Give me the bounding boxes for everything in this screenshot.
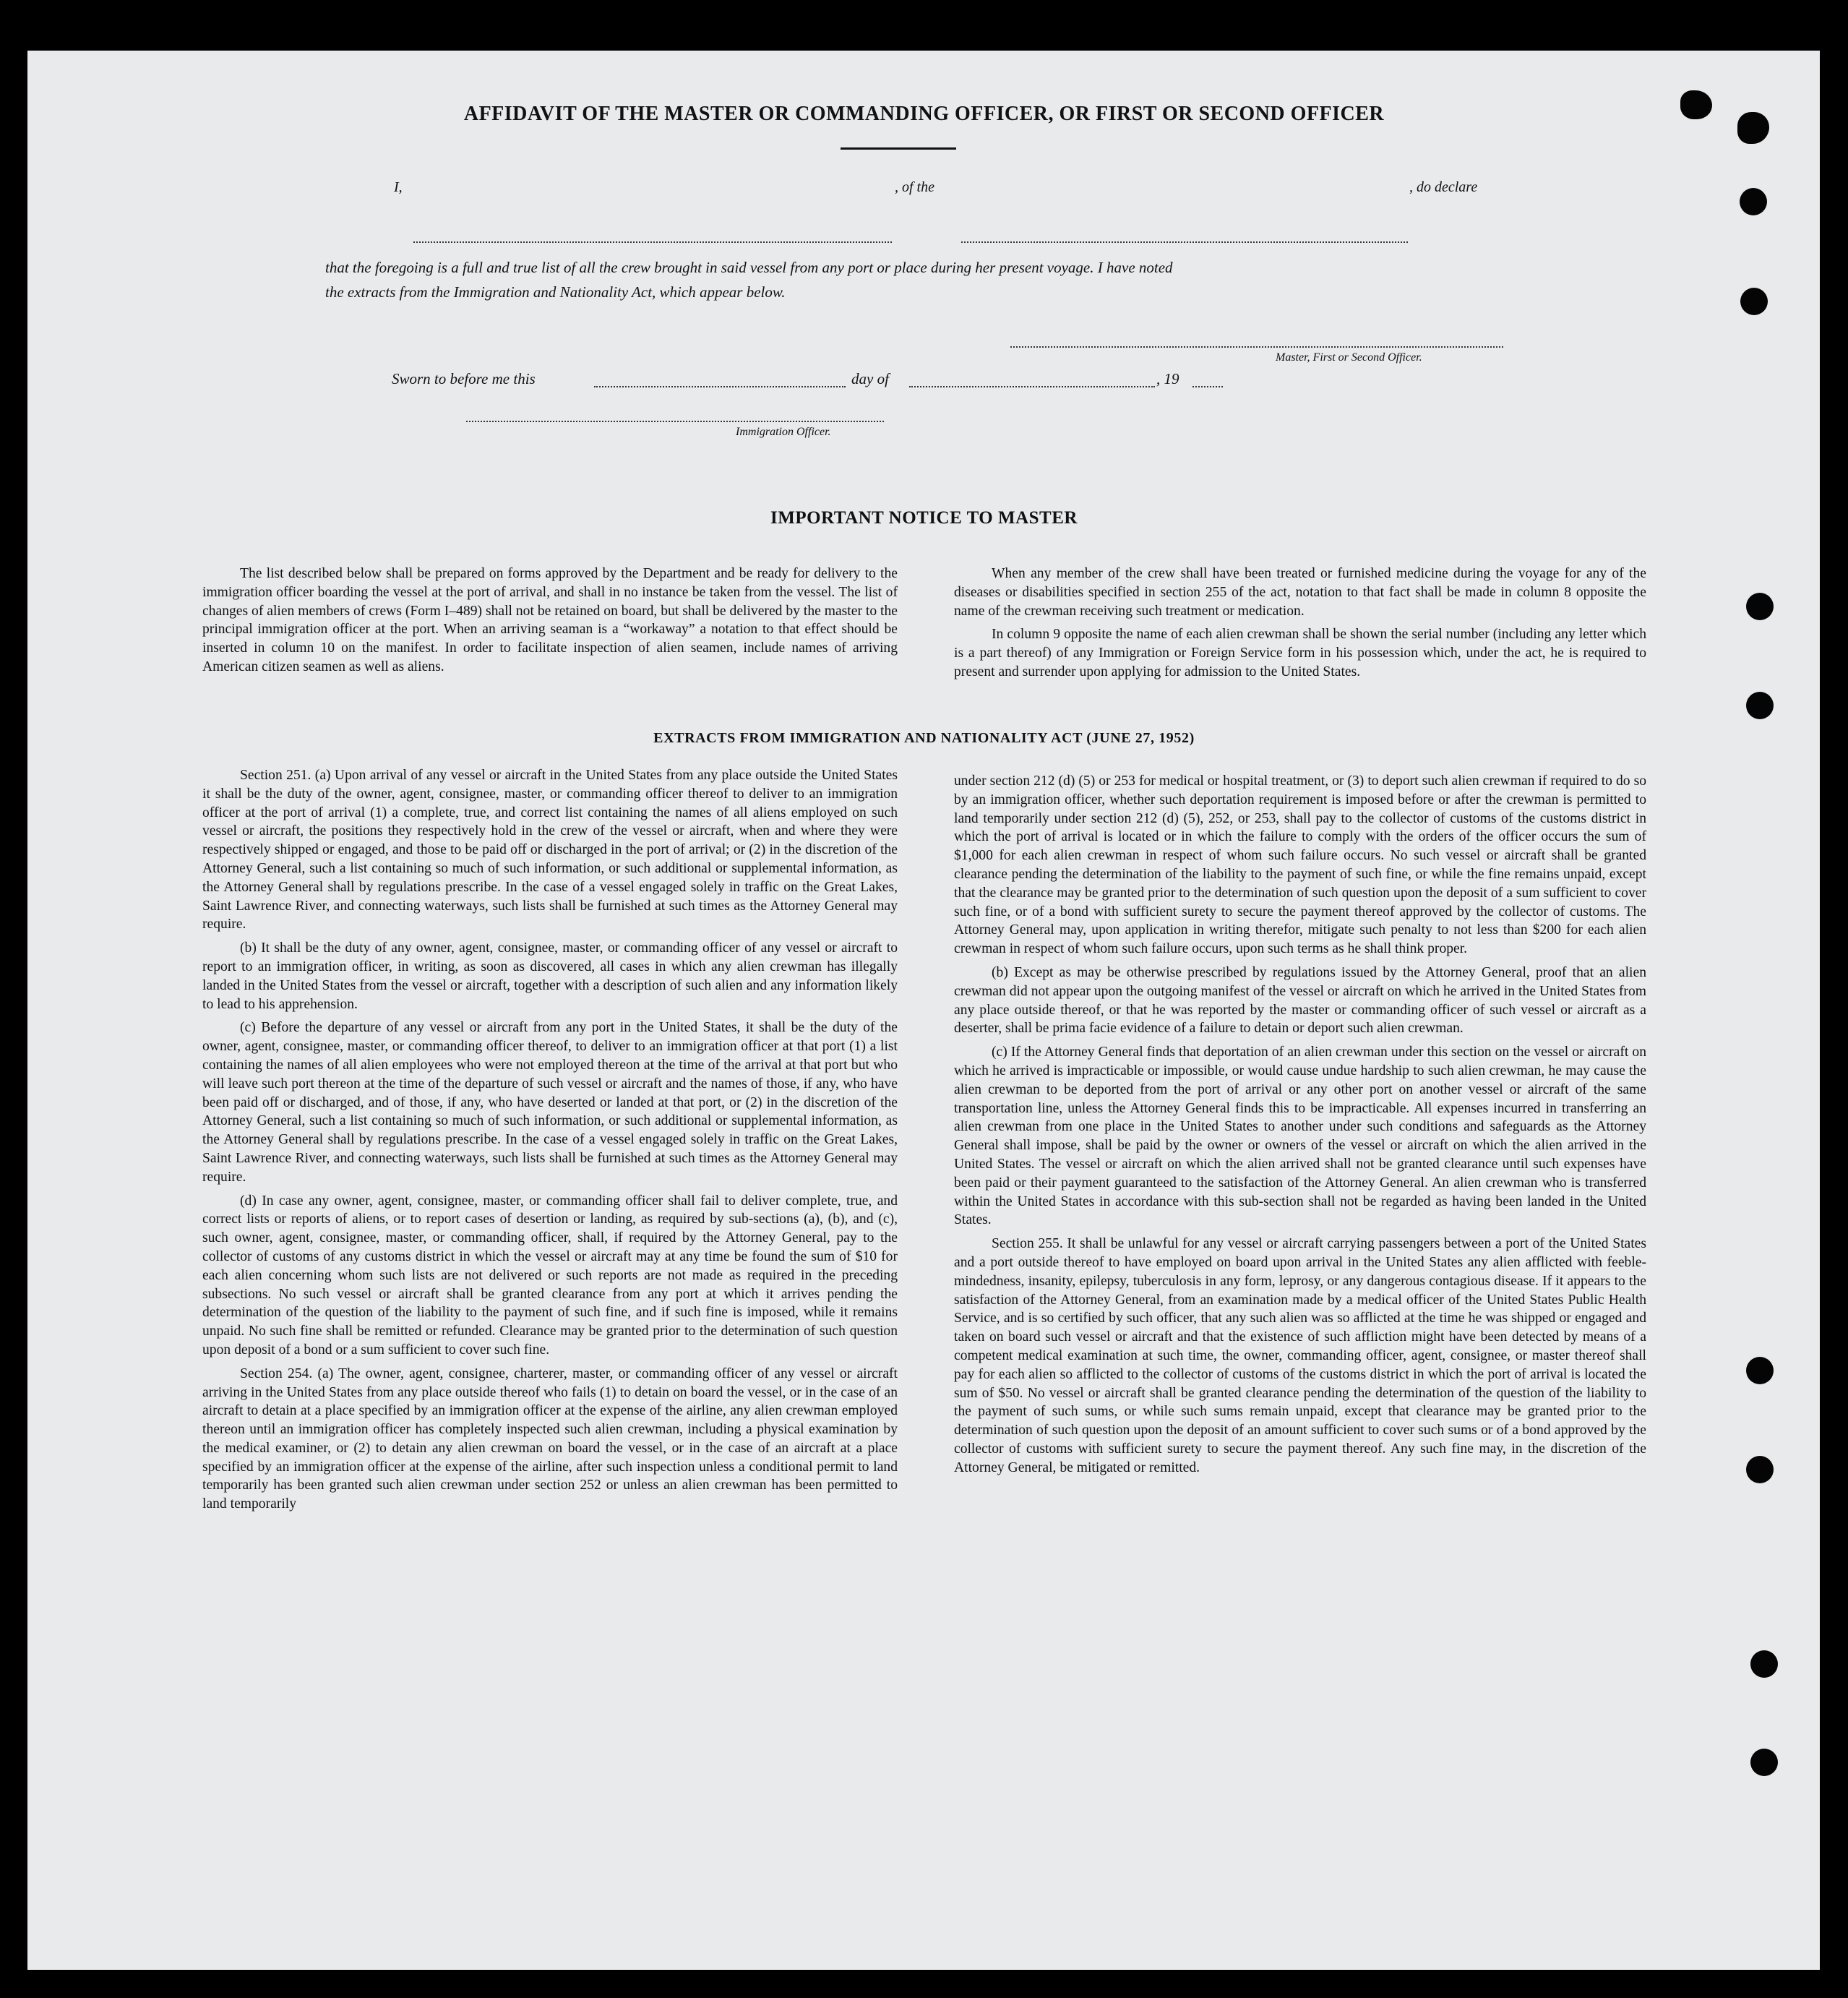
notice-right-paragraph-2: In column 9 opposite the name of each alien crewman shall be shown the serial number (including any letter which is a part thereof) of any Immigration or Foreign Service form in his possession which, under the act, he is required to present and surrender upon applying for admission to the United States.: [954, 627, 1646, 679]
extracts-left-column: [202, 766, 898, 1519]
declaration-line-2: the extracts from the Immigration and Nationality Act, which appear below.: [325, 283, 786, 301]
section-254-c: (c) If the Attorney General finds that deportation of an alien crewman under this section on the vessel or aircraft on which he arrived is impracticable or impossible, or would cause undue hardship to such alien crewman, he may cause the alien crewman to be deported from the port of arrival or any other port on another vessel or aircraft of the same transportation line, unless the Attorney General finds this to be impracticable. All expenses incurred in transferring an alien crewman from one place in the United States to another under such conditions and safeguards as the Attorney General shall impose, shall be paid by the owner or owners of the vessel or aircraft on which the alien arrived in the United States. The vessel or aircraft on which the alien arrived shall not be granted clearance until such expenses have been paid or their payment guaranteed to the satisfaction of the Attorney General. An alien crewman who is transferred within the United States in accordance with this sub-section shall not be regarded as having been landed in the United States.: [954, 1045, 1646, 1228]
do-declare-label: , do declare: [1409, 179, 1478, 195]
section-254-b: (b) Except as may be otherwise prescribed by regulations issued by the Attorney General, proof that an alien crewman did not appear upon the outgoing manifest of the vessel or aircraft on which he arrived in the United States from any place outside thereof, or that he was reported by the master or commanding officer of such vessel or aircraft as a deserter, shall be prima facie evidence of a failure to detain or deport such alien crewman.: [954, 964, 1646, 1037]
section-254-a-continued: under section 212 (d) (5) or 253 for medical or hospital treatment, or (3) to deport such alien crewman if required to do so by an immigration officer, whether such deportation requirement is imposed before or after the crewman is permitted to land temporarily under section 212 (d) (5), 252, or 253, shall pay to the collector of customs of the customs district in which the port of arrival is located or in which the failure to comply with the orders of the officer occurs the sum of $1,000 for each alien crewman in respect of whom such failure occurs. No such vessel or aircraft shall be granted clearance pending the determination of the liability to the payment of such fine, or while the fine remains unpaid, except that the clearance may be granted prior to the determination of such question upon the deposit of a sum sufficient to cover such fine, or of a bond with sufficient surety to secure the payment thereof approved by the collector of customs. The Attorney General may, upon application in writing therefor, mitigate such penalty to not less than $200 for each alien crewman in respect of whom such failure occurs, upon such terms as he shall think proper.: [954, 773, 1646, 957]
year-label: , 19: [1156, 370, 1179, 387]
name-blank[interactable]: [413, 241, 892, 243]
master-signature-line[interactable]: [1010, 346, 1503, 348]
notice-title: IMPORTANT NOTICE TO MASTER: [770, 508, 1078, 528]
sworn-month-blank[interactable]: [909, 386, 1155, 387]
section-254-a: Section 254. (a) The owner, agent, consignee, charterer, master, or commanding officer of any vessel or aircraft arriving in the United States from any place outside thereof who fails (1) to detain on board the vessel, or in the case of an aircraft to detain at a place specified by an immigration officer at the expense of the airline, any alien crewman employed thereon until an immigration officer has completely inspected such alien crewman, including a physical examination by the medical examiner, or (2) to detain any alien crewman on board the vessel, or in the case of an aircraft at a place specified by an immigration officer at the expense of the airline, after such inspection unless a conditional permit to land temporarily has been granted such alien crewman under section 252 or unless an alien crewman has been permitted to land temporarily: [202, 1365, 898, 1512]
sworn-year-blank[interactable]: [1192, 386, 1223, 387]
section-255: Section 255. It shall be unlawful for any vessel or aircraft carrying passengers between a port of the United States and a port outside thereof to have employed on board upon arrival in the United States any alien afflicted with feeble-mindedness, insanity, epilepsy, tuberculosis in any form, leprosy, or any dangerous contagious disease. If it appears to the satisfaction of the Attorney General, from an examination made by a medical officer of the United States Public Health Service, and is so certified by such officer, that any such alien was so afflicted at the time he was shipped or engaged and taken on board such vessel or aircraft and that the existence of such affliction might have been detected by means of a competent medical examination at such time, the owner, commanding officer, agent, consignee, or master thereof shall pay for each alien so afflicted to the collector of customs of the customs district in which the port of arrival is located the sum of $50. No vessel or aircraft shall be granted clearance pending the determination of the question of the liability to the payment of such sums, or while such sums remain unpaid, except that clearance may be granted prior to the determination of such question upon the deposit of an amount sufficient to cover such sums or of a bond approved by the collector of customs with sufficient surety to secure the payment thereof. Any such fine may, in the discretion of the Attorney General, be mitigated or remitted.: [954, 1236, 1646, 1475]
extracts-title: EXTRACTS FROM IMMIGRATION AND NATIONALITY ACT (JUNE 27, 1952): [653, 730, 1195, 746]
master-caption: Master, First or Second Officer.: [1276, 351, 1422, 364]
section-251-b: (b) It shall be the duty of any owner, agent, consignee, master, or commanding officer of any vessel or aircraft to report to an immigration officer, in writing, as soon as discovered, all cases in which any alien crewman has illegally landed in the United States from the vessel or aircraft, together with a description of such alien and any information likely to lead to his apprehension.: [202, 940, 898, 1012]
of-the-label: , of the: [895, 179, 934, 195]
title-rule: [841, 147, 956, 150]
notice-right-column: [954, 565, 1646, 687]
sworn-day-blank[interactable]: [594, 386, 846, 387]
extracts-right-column: [954, 772, 1646, 1482]
officer-signature-line[interactable]: [466, 421, 884, 422]
vessel-blank[interactable]: [961, 241, 1408, 243]
notice-right-paragraph-1: When any member of the crew shall have been treated or furnished medicine during the voyage for any of the diseases or disabilities specified in section 255 of the act, notation to that fact shall be made in column 8 opposite the name of the crewman receiving such treatment or medication.: [954, 566, 1646, 619]
i-label: I,: [394, 179, 403, 195]
section-251-d: (d) In case any owner, agent, consignee, master, or commanding officer shall fail to deliver complete, true, and correct lists or reports of aliens, or to report cases of desertion or landing, as required by sub-sections (a), (b), and (c), such owner, agent, consignee, master, or commanding officer, shall, if required by the Attorney General, pay to the collector of customs of any customs district in which the vessel or aircraft may at any time be found the sum of $10 for each alien concerning whom such lists are not delivered or such reports are not made as required in the preceding subsections. No such vessel or aircraft shall be granted clearance from any port at which it arrives pending the determination of the question of the liability to the payment of such fine, and if such fine is imposed, while it remains unpaid. No such fine shall be remitted or refunded. Clearance may be granted prior to the determination of such question upon deposit of a bond or a sum sufficient to cover such fine.: [202, 1193, 898, 1358]
declaration-line-1: that the foregoing is a full and true list of all the crew brought in said vessel from any port or place during her present voyage. I have noted: [325, 259, 1173, 276]
officer-caption: Immigration Officer.: [736, 426, 831, 438]
notice-left-column: [202, 565, 898, 682]
section-251-a: Section 251. (a) Upon arrival of any vessel or aircraft in the United States from any place outside the United States it shall be the duty of the owner, agent, consignee, master, or commanding officer thereof to deliver to an immigration officer at the port of arrival (1) a complete, true, and correct list containing the names of all aliens employed on such vessel or aircraft, the positions they respectively hold in the crew of the vessel or aircraft, when and where they were respectively shipped or engaged, and those to be paid off or discharged in the port of arrival; or (2) in the discretion of the Attorney General, such a list containing so much of such information, or such additional or supplemental information, as the Attorney General shall by regulations prescribe. In the case of a vessel engaged solely in traffic on the Great Lakes, Saint Lawrence River, and connecting waterways, such lists shall be furnished at such times as the Attorney General may require.: [202, 768, 898, 932]
day-of-label: day of: [851, 370, 889, 387]
notice-left-paragraph: The list described below shall be prepared on forms approved by the Department and be ready for delivery to the immigration officer boarding the vessel at the port of arrival, and shall in no instance be taken from the vessel. The list of changes of alien members of crews (Form I–489) shall not be retained on board, but shall be delivered by the master to the principal immigration officer at the port. When an arriving seaman is a “workaway” a notation to that effect should be inserted in column 10 on the manifest. In order to facilitate inspection of alien seamen, include names of arriving American citizen seamen as well as aliens.: [202, 566, 898, 674]
section-251-c: (c) Before the departure of any vessel or aircraft from any port in the United States, it shall be the duty of the owner, agent, consignee, master, or commanding officer thereof, to deliver to an immigration officer at that port (1) a list containing the names of all alien employees who were not employed thereon at the time of the arrival at that port but who will leave such port thereon at the time of the departure of such vessel or aircraft and the names of those, if any, who have been paid off or discharged, and of those, if any, who have deserted or landed at that port, or (2) in the discretion of the Attorney General, such a list containing so much of such information, or such additional or supplemental information, as the Attorney General shall by regulations prescribe. In the case of a vessel engaged solely in traffic on the Great Lakes, Saint Lawrence River, and connecting waterways, such lists shall be furnished at such times as the Attorney General may require.: [202, 1020, 898, 1185]
affidavit-title: AFFIDAVIT OF THE MASTER OR COMMANDING OFFICER, OR FIRST OR SECOND OFFICER: [463, 103, 1385, 125]
sworn-label: Sworn to before me this: [392, 370, 536, 387]
